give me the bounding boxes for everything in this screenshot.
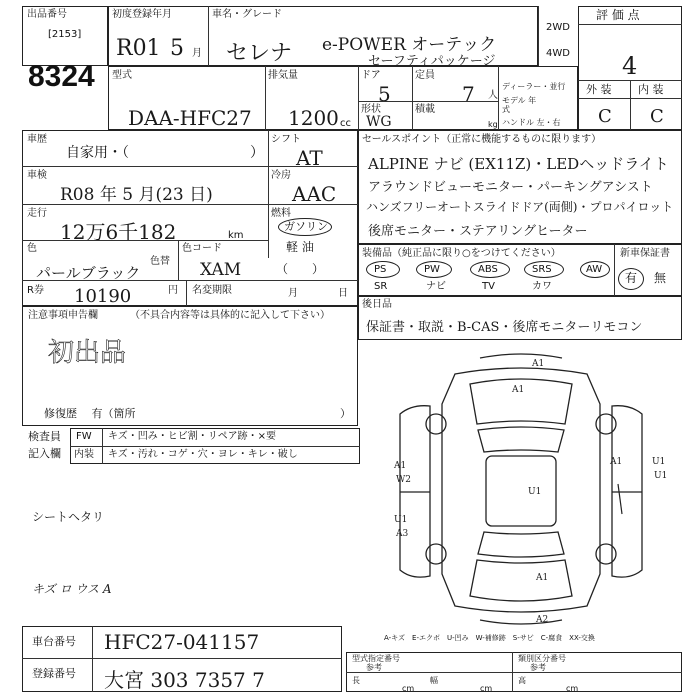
first-reg-month: 5: [170, 36, 184, 61]
capacity-value: 7: [462, 82, 475, 106]
accessories-value: 保証書・取説・B-CAS・後席モニターリモコン: [366, 320, 643, 335]
fuel-paren: （ ）: [276, 262, 325, 276]
fuel-diesel: 軽 油: [286, 240, 314, 254]
kg-unit: kg: [488, 120, 498, 129]
model-spec-label: 型式指定番号: [352, 654, 400, 663]
model-value: DAA-HFC27: [128, 106, 252, 130]
fuel-label: 燃料: [271, 208, 291, 219]
inspector-note-2: キズ ロ ウス A: [32, 582, 112, 596]
model-spec-ref: 参考: [366, 663, 382, 672]
width-unit: cm: [480, 684, 493, 693]
grade-line1: e-POWER オーテック: [322, 35, 497, 55]
notes-hint: （不具合内容等は具体的に記入して下さい）: [130, 310, 330, 321]
width-label: 幅: [430, 676, 438, 685]
handle-label: ハンドル 左・右: [502, 118, 561, 127]
fuel-gasoline: ガソリン: [284, 220, 328, 233]
int-text: キズ・汚れ・コゲ・穴・ヨレ・キレ・破し: [108, 449, 298, 460]
inspector-label-1: 検査員: [28, 430, 61, 443]
mark-11: A2: [536, 615, 549, 625]
wheel-rear-left: [426, 544, 446, 564]
mark-5: A3: [396, 529, 409, 539]
capacity-label: 定員: [415, 70, 435, 81]
cc-unit: cc: [340, 118, 351, 129]
repaint-label: 色替: [150, 256, 170, 267]
inspector-label-2: 記入欄: [28, 447, 61, 460]
chassis-label: 車台番号: [32, 635, 76, 648]
sales-line-1: ALPINE ナビ (EX11Z)・LEDヘッドライト: [368, 155, 669, 173]
first-reg-label: 初度登録年月: [112, 9, 172, 20]
height-label: 高: [518, 676, 526, 685]
wheel-rear-right: [596, 544, 616, 564]
month-unit: 月: [192, 48, 202, 59]
load-label: 積載: [415, 104, 435, 115]
mark-2: A1: [394, 461, 407, 471]
accessories-label: 後日品: [362, 299, 392, 310]
history-value: 自家用・（: [66, 145, 129, 161]
grade-line2: セーフティパッケージ: [368, 54, 496, 69]
equip-navi: ナビ: [426, 281, 446, 292]
rear-bumper: [480, 620, 562, 624]
sales-line-3: ハンズフリーオートスライドドア(両側)・プロパイロット: [366, 200, 674, 214]
front-bumper: [480, 354, 562, 358]
capacity-unit: 人: [488, 90, 498, 101]
fw-text: キズ・凹み・ヒビ割・リペア跡・×要: [108, 431, 276, 442]
name-change-label: 名変期限: [192, 285, 232, 296]
recycle-value: 10190: [74, 286, 132, 307]
notes-label: 注意事項申告欄: [28, 310, 98, 321]
shift-label: シフト: [271, 134, 301, 145]
lot-number: 8324: [28, 60, 95, 93]
car-trunk: [470, 560, 572, 601]
class-label: 類別区分番号: [518, 654, 566, 663]
color-code-label: 色コード: [182, 243, 222, 254]
drive-2wd: 2WD: [546, 22, 570, 33]
aircon-label: 冷房: [271, 170, 291, 181]
mileage-label: 走行: [27, 208, 47, 219]
shape-label: 形状: [361, 104, 381, 115]
class-ref: 参考: [530, 663, 546, 672]
equip-tv: TV: [482, 281, 495, 292]
mark-6: U1: [528, 487, 542, 497]
reg-value: 大宮 303 7357 7: [104, 668, 265, 692]
car-windshield: [478, 427, 564, 452]
name-change-month: 月: [288, 288, 298, 299]
warranty-label: 新車保証書: [620, 248, 670, 259]
shape-value: WG: [366, 114, 392, 130]
equip-ps: PS: [374, 264, 387, 275]
int-label: 内 装: [638, 83, 664, 96]
mileage-value: 12万6千182: [60, 220, 177, 244]
km-unit: km: [228, 230, 244, 241]
car-rear-window: [478, 532, 564, 557]
lot-label: 出品番号: [27, 9, 67, 20]
history-label: 車歴: [27, 134, 47, 145]
repair-label: 修復歴 有（箇所: [44, 407, 136, 420]
lot-sub: [2153]: [48, 29, 82, 40]
car-name-label: 車名・グレード: [212, 9, 282, 20]
displacement-label: 排気量: [268, 70, 298, 81]
first-reg-era: R01: [116, 36, 161, 61]
name-change-day: 日: [338, 288, 348, 299]
equip-pw: PW: [424, 264, 440, 275]
mark-3: W2: [396, 475, 411, 485]
rating-value: 4: [622, 52, 638, 80]
color-label: 色: [27, 243, 37, 254]
color-value: パールブラック: [36, 264, 141, 282]
shift-value: AT: [296, 146, 323, 170]
doors-label: ドア: [361, 70, 381, 81]
wheel-front-left: [426, 414, 446, 434]
mark-8: U1: [652, 457, 666, 467]
equip-aw: AW: [586, 264, 603, 275]
sales-line-4: 後席モニター・ステアリングヒーター: [368, 224, 588, 239]
wheel-front-right: [596, 414, 616, 434]
ext-grade: C: [598, 106, 612, 127]
int-tag: 内装: [74, 449, 94, 460]
repair-close: ）: [340, 407, 351, 420]
aircon-value: AAC: [292, 182, 337, 206]
mark-10: A1: [610, 457, 623, 467]
warranty-yes: 有: [625, 271, 638, 285]
inspection-label: 車検: [27, 170, 47, 181]
recycle-label: R券: [27, 285, 44, 296]
ext-label: 外 装: [586, 83, 612, 96]
drive-4wd: 4WD: [546, 48, 570, 59]
length-label: 長: [352, 676, 360, 685]
warranty-no: 無: [654, 271, 667, 285]
car-body-outline: [442, 368, 600, 612]
yen-unit: 円: [168, 285, 178, 296]
reg-label: 登録番号: [32, 667, 76, 680]
car-damage-diagram: [360, 344, 682, 628]
mark-7: A1: [536, 573, 549, 583]
mark-9: U1: [654, 471, 668, 481]
equipment-label: 装備品（純正品に限り○をつけてください）: [362, 248, 561, 259]
mark-4: U1: [394, 515, 408, 525]
mark-0: A1: [532, 359, 545, 369]
car-name: セレナ: [226, 41, 293, 66]
dealer-label: ディーラー・並行: [502, 82, 566, 91]
damage-legend: A-キズ E-エクボ U-凹み W-補修跡 S-サビ C-腐食 XX-交換: [384, 634, 595, 642]
fw-tag: FW: [76, 431, 92, 442]
equip-srs: SRS: [532, 264, 552, 275]
rating-label: 評 価 点: [596, 8, 640, 22]
displacement-value: 1200: [288, 106, 339, 130]
equip-sr: SR: [374, 281, 388, 292]
int-grade: C: [650, 106, 664, 127]
car-roof: [486, 456, 556, 526]
mark-1: A1: [512, 385, 525, 395]
inspector-note-1: シートヘタリ: [32, 510, 105, 524]
history-close: ）: [250, 145, 264, 161]
first-listing-stamp: 初出品: [48, 338, 127, 368]
equip-leather: カワ: [532, 281, 552, 292]
sales-line-2: アラウンドビューモニター・パーキングアシスト: [368, 180, 653, 195]
sales-label: セールスポイント（正常に機能するものに限ります）: [362, 134, 602, 145]
model-label: 型式: [112, 70, 132, 81]
chassis-value: HFC27-041157: [104, 630, 260, 654]
equip-abs: ABS: [478, 264, 498, 275]
height-unit: cm: [566, 684, 579, 693]
length-unit: cm: [402, 684, 415, 693]
model-year-label: モデル 年式: [502, 96, 537, 114]
doors-value: 5: [378, 82, 391, 106]
inspection-value: R08 年 5 月(23 日): [60, 185, 213, 205]
color-code-value: XAM: [200, 260, 242, 280]
